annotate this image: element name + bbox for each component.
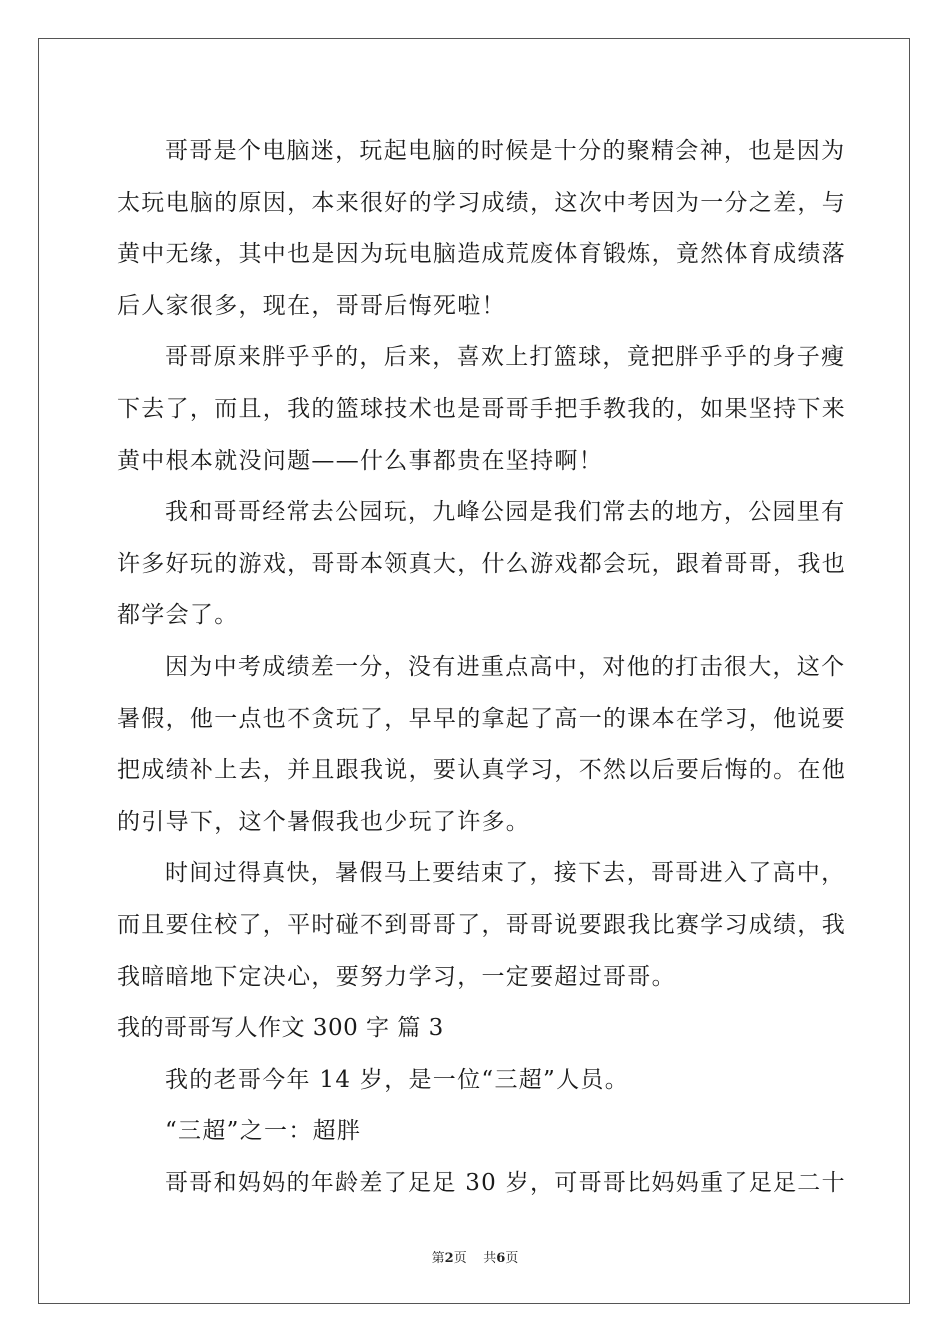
text-line: 后人家很多，现在，哥哥后悔死啦！ <box>117 292 506 319</box>
text-line: 我暗暗地下定决心，要努力学习，一定要超过哥哥。 <box>117 963 676 990</box>
text-line: 太玩电脑的原因，本来很好的学习成绩，这次中考因为一分之差，与 <box>117 189 846 216</box>
text-line: 我和哥哥经常去公园玩，九峰公园是我们常去的地方，公园里有 <box>165 499 846 526</box>
total-label-suffix: 页 <box>505 1251 519 1266</box>
text-line: 哥哥原来胖乎乎的，后来，喜欢上打篮球，竟把胖乎乎的身子瘦 <box>165 344 846 371</box>
document-body <box>117 126 846 1209</box>
text-line: 因为中考成绩差一分，没有进重点高中，对他的打击很大，这个 <box>165 653 846 680</box>
page-label-suffix: 页 <box>453 1251 467 1266</box>
page-label-prefix: 第 <box>431 1251 445 1266</box>
text-line: 时间过得真快，暑假马上要结束了，接下去，哥哥进入了高中， <box>165 860 846 887</box>
text-line: 许多好玩的游戏，哥哥本领真大，什么游戏都会玩，跟着哥哥，我也 <box>117 550 846 577</box>
total-label-prefix: 共 <box>483 1251 497 1266</box>
text-line: 黄中无缘，其中也是因为玩电脑造成荒废体育锻炼，竟然体育成绩落 <box>117 241 846 268</box>
text-line: 都学会了。 <box>117 602 239 629</box>
text-line: 暑假，他一点也不贪玩了，早早的拿起了高一的课本在学习，他说要 <box>117 705 846 732</box>
page-footer <box>0 1247 950 1266</box>
text-line: 的引导下，这个暑假我也少玩了许多。 <box>117 808 531 835</box>
text-line: 下去了，而且，我的篮球技术也是哥哥手把手教我的，如果坚持下来 <box>117 395 846 422</box>
text-line: “三超”之一：超胖 <box>165 1118 362 1145</box>
text-line: 而且要住校了，平时碰不到哥哥了，哥哥说要跟我比赛学习成绩，我 <box>117 911 846 938</box>
text-line: 哥哥和妈妈的年龄差了足足 30 岁，可哥哥比妈妈重了足足二十 <box>165 1169 846 1196</box>
text-line: 把成绩补上去，并且跟我说，要认真学习，不然以后要后悔的。在他 <box>117 757 846 784</box>
total-pages: 6 <box>496 1251 506 1266</box>
text-line: 我的老哥今年 14 岁，是一位“三超”人员。 <box>165 1066 630 1093</box>
text-line: 黄中根本就没问题——什么事都贵在坚持啊！ <box>117 447 603 474</box>
section-heading: 我的哥哥写人作文 300 字 篇 3 <box>117 1015 444 1042</box>
text-line: 哥哥是个电脑迷，玩起电脑的时候是十分的聚精会神，也是因为 <box>165 138 846 164</box>
page-number: 2 <box>444 1251 454 1266</box>
